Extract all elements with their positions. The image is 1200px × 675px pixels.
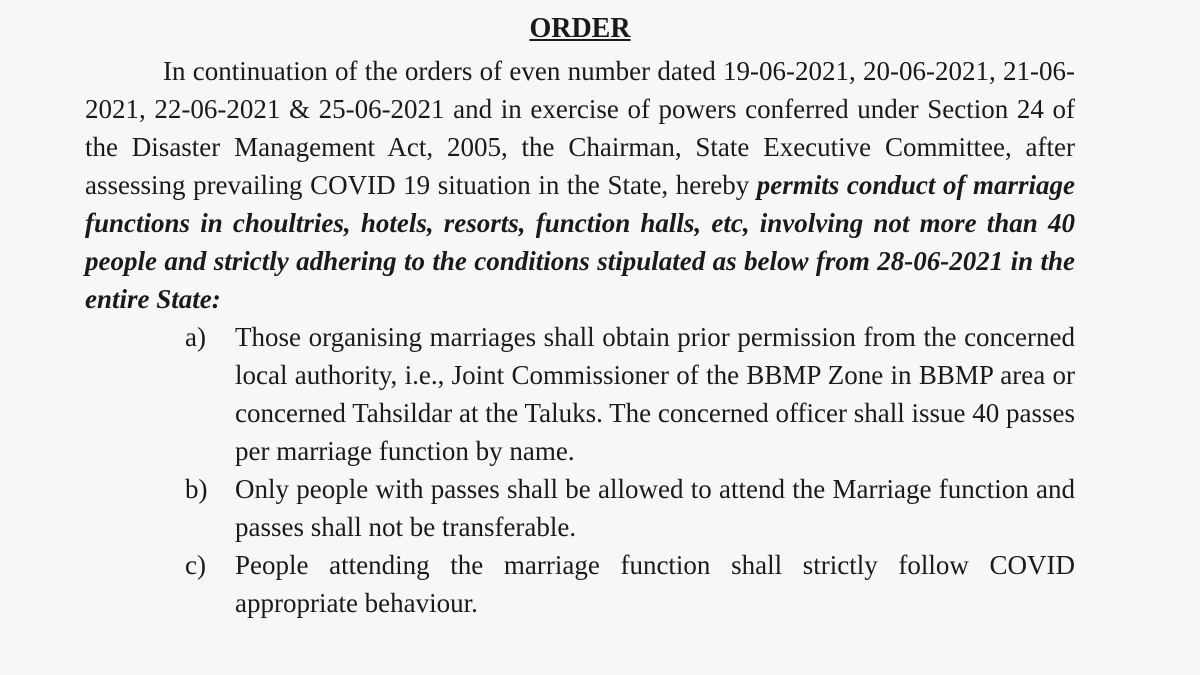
list-item-marker: a) (185, 322, 206, 352)
list-item-text: Only people with passes shall be allowed to attend the Marriage function and passes shall not be transferable. (235, 474, 1075, 542)
paragraph-emphasis-text: permits conduct of marriage functions in choultries, hotels, resorts, function halls, etc, involving not more than 40 people and strictly adhering to the conditions stipulated as below from 28-06-2021 in the entire State: (85, 170, 1076, 314)
conditions-list (185, 318, 1075, 622)
order-document (85, 10, 1075, 622)
list-item-text: People attending the marriage function shall strictly follow COVID appropriate behaviour. (235, 550, 1075, 618)
paragraph-text: In continuation of the orders of even number dated 19-06-2021, 20-06-2021, 21-06-2021, 22-06-2021 & 25-06-2021 and in exercise of powers conferred under Section 24 of the Disaster Management Act, 2005, the Chairman, State Executive Committee, after assessing prevailing COVID 19 situation in the State, hereby (85, 56, 1075, 200)
list-item (185, 318, 1075, 470)
list-item-marker: c) (185, 550, 206, 580)
list-item-text: Those organising marriages shall obtain prior permission from the concerned local authority, i.e., Joint Commissioner of the BBMP Zone in BBMP area or concerned Tahsildar at the Taluks. The concerned officer shall issue 40 passes per marriage function by name. (235, 322, 1075, 466)
order-paragraph (85, 52, 1075, 318)
list-item-marker: b) (185, 474, 208, 504)
list-item (185, 470, 1075, 546)
list-item (185, 546, 1075, 622)
order-title: ORDER (529, 13, 631, 44)
